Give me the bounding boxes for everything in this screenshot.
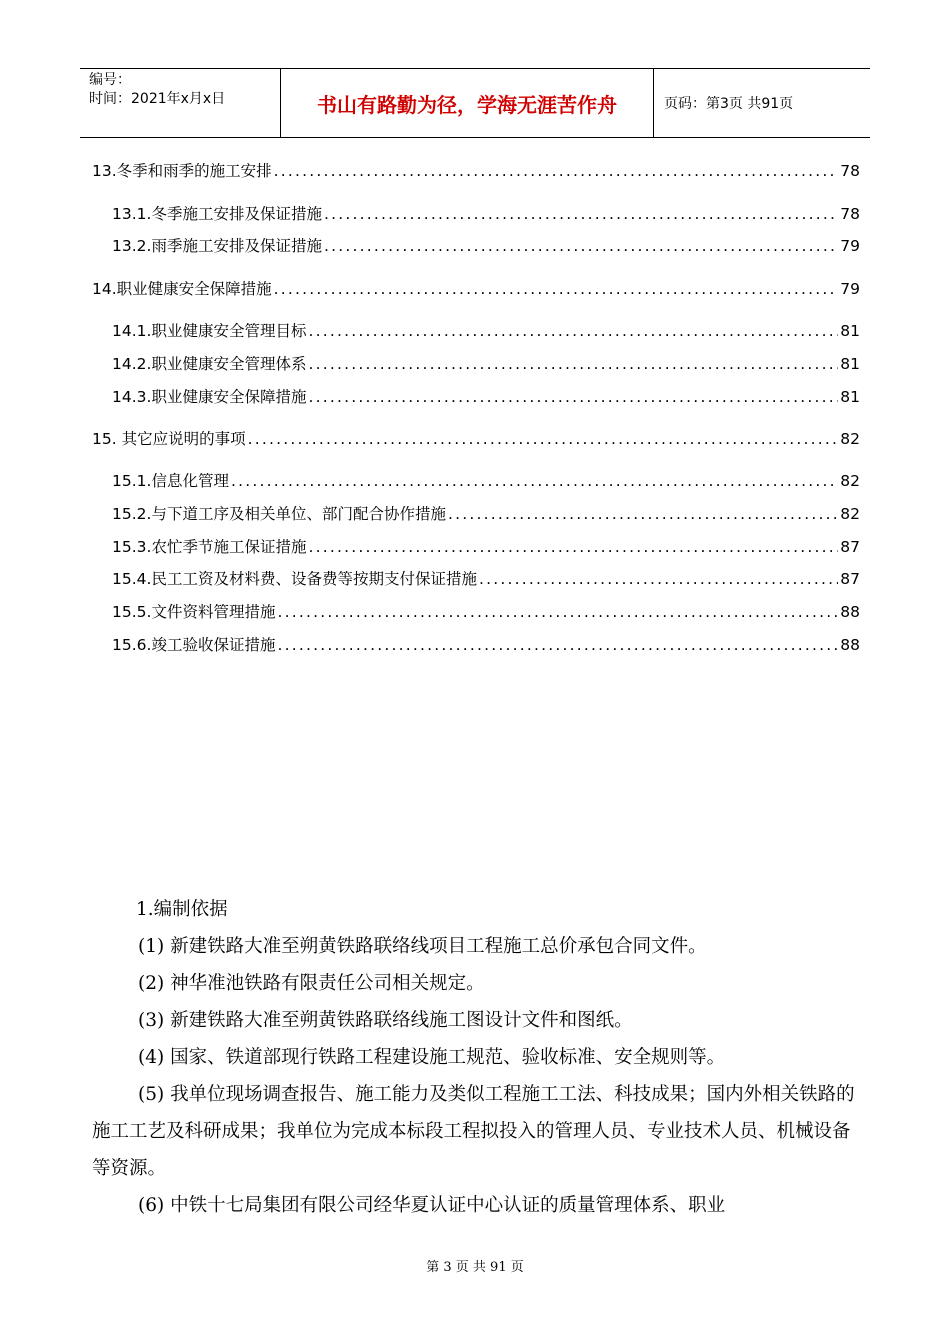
toc-entry-title: 13.冬季和雨季的施工安排 (92, 162, 272, 180)
toc-entry[interactable] (112, 202, 860, 224)
basis-item: (4) 国家、铁道部现行铁路工程建设施工规范、验收标准、安全规则等。 (138, 1047, 726, 1068)
toc-entry-page: 87 (840, 570, 860, 588)
basis-item: (3) 新建铁路大准至朔黄铁路联络线施工图设计文件和图纸。 (138, 1010, 633, 1031)
document-date-label: 时间：2021年x月x日 (89, 91, 226, 107)
header-motto: 书山有路勤为径，学海无涯苦作舟 (281, 69, 654, 137)
toc-entry-title: 15.3.农忙季节施工保证措施 (112, 538, 307, 556)
toc-entry-page: 79 (840, 280, 860, 298)
toc-entry-page: 79 (840, 237, 860, 255)
toc-entry[interactable] (112, 469, 860, 491)
page-footer: 第 3 页 共 91 页 (426, 1260, 524, 1275)
basis-item: (5) 我单位现场调查报告、施工能力及类似工程施工工法、科技成果；国内外相关铁路的施工工艺及科研成果；我单位为完成本标段工程拟投入的管理人员、专业技术人员、机械设备等资源。 (92, 1084, 855, 1179)
toc-entry-page: 81 (840, 322, 860, 340)
toc-entry-page: 82 (840, 430, 860, 448)
toc-entry[interactable] (112, 633, 860, 655)
toc-entry[interactable] (112, 385, 860, 407)
toc-entry-page: 81 (840, 388, 860, 406)
document-number-label: 编号： (89, 72, 131, 88)
toc-entry-title: 14.职业健康安全保障措施 (92, 280, 272, 298)
page-header (80, 68, 870, 138)
basis-item: (2) 神华准池铁路有限责任公司相关规定。 (138, 973, 485, 994)
toc-entry[interactable] (112, 352, 860, 374)
toc-entry-title: 15.5.文件资料管理措施 (112, 603, 276, 621)
toc-entry[interactable] (92, 427, 860, 449)
toc-entry-title: 15. 其它应说明的事项 (92, 430, 246, 448)
toc-entry-page: 78 (840, 205, 860, 223)
toc-entry-page: 82 (840, 472, 860, 490)
toc-entry[interactable] (112, 234, 860, 256)
header-meta-cell (80, 69, 281, 137)
toc-entry[interactable] (112, 535, 860, 557)
basis-item: (1) 新建铁路大准至朔黄铁路联络线项目工程施工总价承包合同文件。 (138, 936, 707, 957)
toc-entry-title: 13.1.冬季施工安排及保证措施 (112, 205, 322, 223)
toc-entry-page: 88 (840, 636, 860, 654)
toc-entry-title: 15.2.与下道工序及相关单位、部门配合协作措施 (112, 505, 446, 523)
section-body (92, 891, 862, 1224)
toc-entry-page: 88 (840, 603, 860, 621)
toc-entry-title: 13.2.雨季施工安排及保证措施 (112, 237, 322, 255)
toc-entry-page: 82 (840, 505, 860, 523)
toc-entry-page: 87 (840, 538, 860, 556)
toc-entry-title: 15.1.信息化管理 (112, 472, 229, 490)
toc-entry-title: 14.2.职业健康安全管理体系 (112, 355, 307, 373)
toc-entry-title: 15.6.竣工验收保证措施 (112, 636, 276, 654)
toc-entry-title: 14.1.职业健康安全管理目标 (112, 322, 307, 340)
toc-entry-page: 81 (840, 355, 860, 373)
toc-entry[interactable] (112, 502, 860, 524)
section-heading: 1.编制依据 (136, 899, 228, 920)
toc-entry[interactable] (112, 600, 860, 622)
toc-entry-page: 78 (840, 162, 860, 180)
toc-entry[interactable] (92, 277, 860, 299)
toc-entry-title: 14.3.职业健康安全保障措施 (112, 388, 307, 406)
toc-entry[interactable] (112, 319, 860, 341)
basis-item: (6) 中铁十七局集团有限公司经华夏认证中心认证的质量管理体系、职业 (138, 1195, 726, 1216)
toc-entry[interactable] (112, 567, 860, 589)
toc-entry-title: 15.4.民工工资及材料费、设备费等按期支付保证措施 (112, 570, 477, 588)
toc-entry[interactable] (92, 159, 860, 181)
header-page-info: 页码：第3页 共91页 (664, 96, 794, 112)
